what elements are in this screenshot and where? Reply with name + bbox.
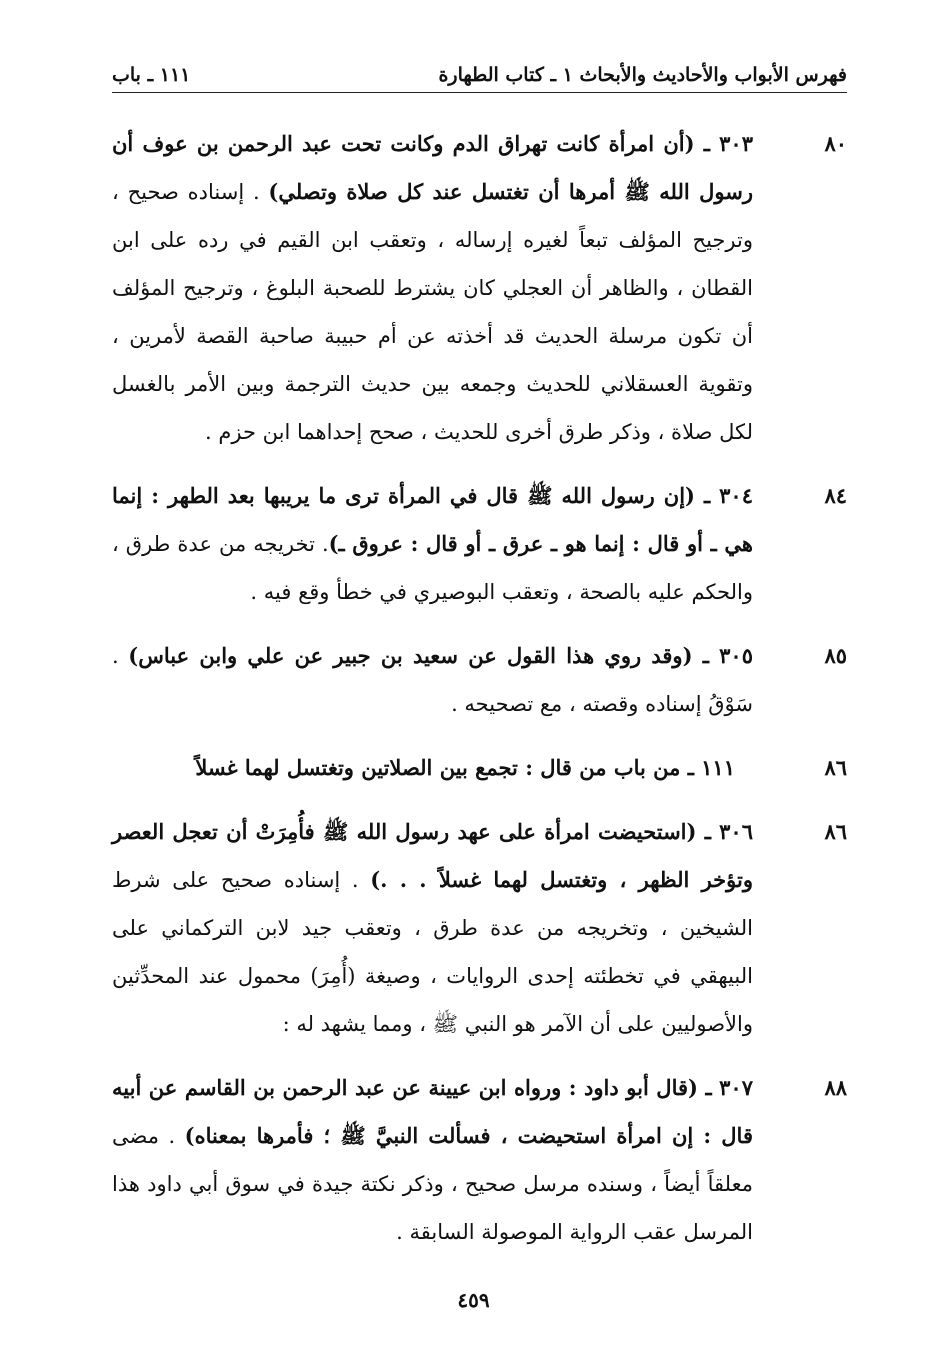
- header-title: فهرس الأبواب والأحاديث والأبحاث ١ ـ كتاب الطهارة: [438, 64, 847, 86]
- entry-body: [112, 120, 753, 456]
- page-reference: ٨٨: [824, 1075, 847, 1100]
- index-entry: [112, 472, 847, 616]
- entry-note: . إسناده صحيح على شرط الشيخين ، وتخريجه من عدة طرق ، وتعقب جيد لابن التركماني على البيهقي في تخطئته إحدى الروايات ، وصيغة (أُمِرَ) محمول عند المحدِّثين والأصوليين على أن الآمر هو النبي ﷺ ، ومما يشهد له :: [112, 868, 753, 1036]
- running-header: [112, 62, 847, 93]
- hadith-text: ٣٠٤ ـ (إن رسول الله ﷺ قال في المرأة ترى ما يريبها بعد الطهر : إنما هي ـ أو قال : إنما هو ـ عرق ـ أو قال : عروق ـ): [112, 483, 753, 556]
- index-entry: [112, 808, 847, 1048]
- page-reference: ٨٠: [824, 131, 847, 156]
- entry-note: . إسناده صحيح ، وترجيح المؤلف تبعاً لغيره إرساله ، وتعقب ابن القيم في رده على ابن القطان ، والظاهر أن العجلي كان يشترط للصحبة البلوغ ، وترجيح المؤلف أن تكون مرسلة الحديث قد أخذته عن أم حبيبة صاحبة القصة لأمرين ، وتقوية العسقلاني للحديث وجمعه بين حديث الترجمة وبين الأمر بالغسل لكل صلاة ، وذكر طرق أخرى للحديث ، صحح إحداهما ابن حزم .: [112, 180, 753, 444]
- entry-note: . تخريجه من عدة طرق ، والحكم عليه بالصحة ، وتعقب البوصيري في خطأ وقع فيه .: [112, 532, 753, 604]
- entry-body: [112, 1064, 753, 1256]
- entry-note: . مضى معلقاً أيضاً ، وسنده مرسل صحيح ، وذكر نكتة جيدة في سوق أبي داود هذا المرسل عقب الرواية الموصولة السابقة .: [112, 1124, 753, 1244]
- header-section: ١١١ ـ باب: [112, 64, 191, 86]
- page-reference: ٨٥: [824, 643, 847, 668]
- entry-body: [112, 808, 753, 1048]
- entry-body: [112, 632, 753, 728]
- page-reference: ٨٦: [824, 755, 847, 780]
- entry-note: . سَوْقُ إسناده وقصته ، مع تصحيحه .: [112, 644, 753, 716]
- page-reference: ٨٦: [824, 819, 847, 844]
- hadith-text: ٣٠٦ ـ (استحيضت امرأة على عهد رسول الله ﷺ فأُمِرَتْ أن تعجل العصر وتؤخر الظهر ، وتغتسل لهما غسلاً . . .): [112, 819, 753, 892]
- chapter-heading-entry: [112, 744, 847, 792]
- page-number: ٤٥٩: [457, 1288, 490, 1312]
- index-entry: [112, 632, 847, 728]
- chapter-heading: ١١١ ـ من باب من قال : تجمع بين الصلاتين وتغتسل لهما غسلاً: [195, 755, 735, 780]
- hadith-text: ٣٠٥ ـ (وقد روي هذا القول عن سعيد بن جبير عن علي وابن عباس): [128, 643, 753, 668]
- index-entries: [112, 120, 847, 1272]
- entry-body: [112, 472, 753, 616]
- index-entry: [112, 1064, 847, 1256]
- index-entry: [112, 120, 847, 456]
- hadith-text: ٣٠٣ ـ (أن امرأة كانت تهراق الدم وكانت تحت عبد الرحمن بن عوف أن رسول الله ﷺ أمرها أن تغتسل عند كل صلاة وتصلي): [112, 131, 753, 204]
- page-reference: ٨٤: [824, 483, 847, 508]
- hadith-text: ٣٠٧ ـ (قال أبو داود : ورواه ابن عيينة عن عبد الرحمن بن القاسم عن أبيه قال : إن امرأة استحيضت ، فسألت النبيَّ ﷺ ؛ فأمرها بمعناه): [112, 1075, 753, 1148]
